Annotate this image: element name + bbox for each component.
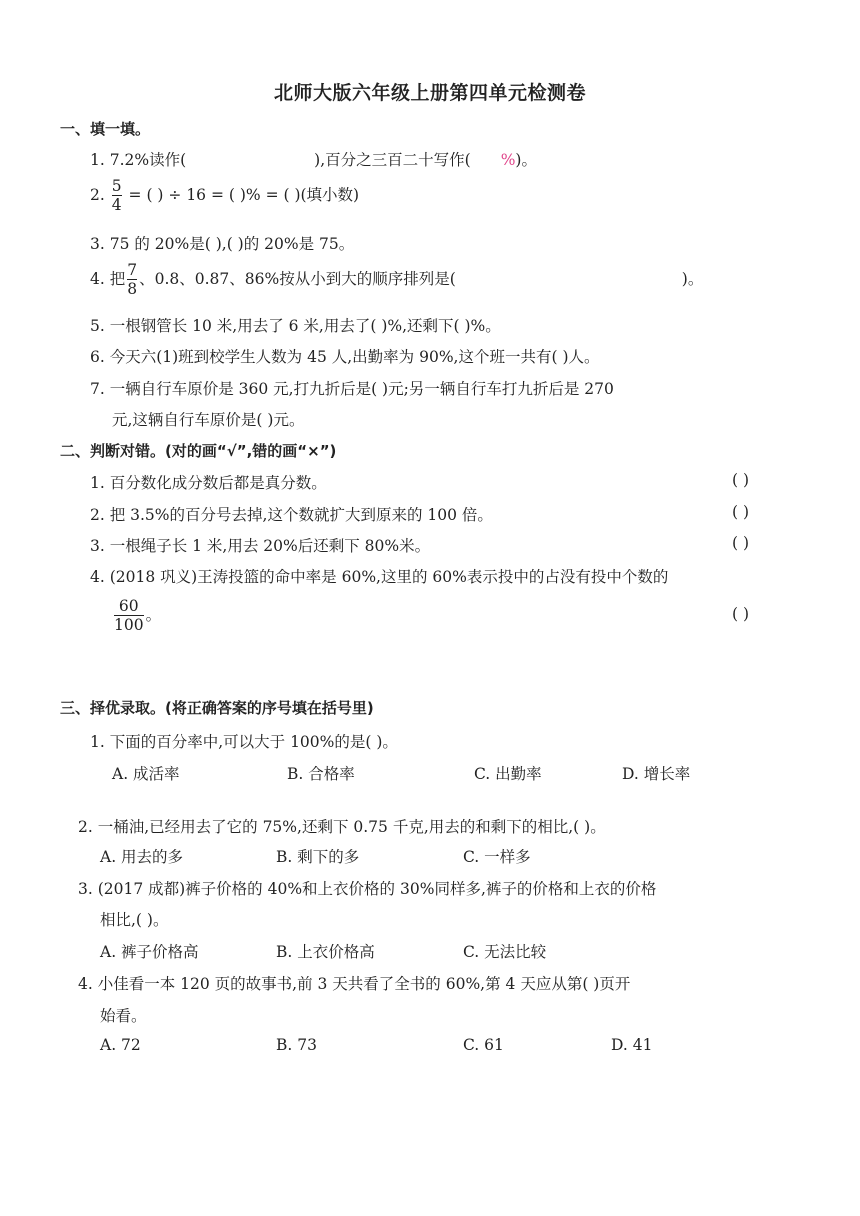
s2-q4-fraction	[114, 598, 144, 634]
s1-question-2	[90, 178, 359, 214]
s3-question-4-line-2: 始看。	[100, 1007, 147, 1025]
s2-item-3: 3. 一根绳子长 1 米,用去 20%后还剩下 80%米。	[90, 537, 431, 555]
s3-q4-option-c: C. 61	[463, 1036, 504, 1054]
s3-q4-option-a: A. 72	[100, 1036, 141, 1054]
s1-q1-percent-sign: %	[500, 151, 516, 169]
s1-q4-fraction	[127, 262, 137, 298]
s2-item-4-answer-paren: ( )	[732, 605, 750, 623]
s2-q4-frac-num: 60	[118, 597, 139, 615]
s3-question-3-line-2: 相比,( )。	[100, 911, 169, 929]
s3-q2-option-a: A. 用去的多	[100, 848, 184, 866]
s3-q1-option-c: C. 出勤率	[474, 765, 542, 783]
s3-q1-option-d: D. 增长率	[622, 765, 691, 783]
section-3-heading: 三、择优录取。(将正确答案的序号填在括号里)	[60, 699, 374, 717]
s2-item-4: 4. (2018 巩义)王涛投篮的命中率是 60%,这里的 60%表示投中的占没有投中个数的	[90, 568, 669, 586]
s3-q4-option-b: B. 73	[276, 1036, 317, 1054]
s1-q2-rest: = ( ) ÷ 16 = ( )% = ( )(填小数)	[128, 185, 360, 204]
s3-q3-option-c: C. 无法比较	[463, 943, 547, 961]
s1-q1-part-b: ),百分之三百二十写作(	[314, 151, 471, 169]
s1-q4-end: )。	[681, 269, 704, 288]
s3-q3-option-a: A. 裤子价格高	[100, 943, 199, 961]
s1-q1-part-a: 1. 7.2%读作(	[90, 151, 187, 169]
s3-question-4-line-1: 4. 小佳看一本 120 页的故事书,前 3 天共看了全书的 60%,第 4 天应从第( )页开	[78, 975, 631, 993]
s1-question-4	[90, 262, 703, 298]
s3-question-1: 1. 下面的百分率中,可以大于 100%的是( )。	[90, 733, 398, 751]
s1-q1-part-c: )。	[515, 151, 537, 169]
s3-q2-option-c: C. 一样多	[463, 848, 531, 866]
s3-question-2: 2. 一桶油,已经用去了它的 75%,还剩下 0.75 千克,用去的和剩下的相比,( )。	[78, 818, 606, 836]
page-title: 北师大版六年级上册第四单元检测卷	[273, 82, 586, 104]
s1-q4-frac-num: 7	[127, 261, 138, 279]
s3-q4-option-d: D. 41	[611, 1036, 653, 1054]
s3-question-3-line-1: 3. (2017 成都)裤子价格的 40%和上衣价格的 30%同样多,裤子的价格和上衣的价格	[78, 880, 657, 898]
s3-q1-option-b: B. 合格率	[287, 765, 355, 783]
s2-item-4-continuation	[112, 598, 161, 634]
s2-item-2-answer-paren: ( )	[732, 503, 750, 521]
s3-q3-option-b: B. 上衣价格高	[276, 943, 375, 961]
s1-question-6: 6. 今天六(1)班到校学生人数为 45 人,出勤率为 90%,这个班一共有( )人。	[90, 348, 600, 366]
s1-q4-pre: 4. 把	[90, 269, 126, 288]
s1-q4-mid: 、0.8、0.87、86%按从小到大的顺序排列是(	[139, 269, 456, 288]
section-1-heading: 一、填一填。	[60, 120, 151, 138]
s1-q2-fraction	[112, 178, 122, 214]
s1-question-1	[90, 148, 537, 170]
s1-question-7-line-1: 7. 一辆自行车原价是 360 元,打九折后是( )元;另一辆自行车打九折后是 270	[90, 380, 614, 398]
s2-q4-frac-den: 100	[114, 616, 144, 635]
s2-item-1-answer-paren: ( )	[732, 471, 750, 489]
s2-item-1: 1. 百分数化成分数后都是真分数。	[90, 474, 327, 492]
s2-item-3-answer-paren: ( )	[732, 534, 750, 552]
s2-q4-end: 。	[145, 605, 162, 624]
s3-q2-option-b: B. 剩下的多	[276, 848, 360, 866]
s1-q2-number: 2.	[90, 185, 105, 204]
s1-question-3: 3. 75 的 20%是( ),( )的 20%是 75。	[90, 235, 355, 253]
s2-item-2: 2. 把 3.5%的百分号去掉,这个数就扩大到原来的 100 倍。	[90, 506, 493, 524]
section-2-heading: 二、判断对错。(对的画“√”,错的画“×”)	[60, 442, 337, 460]
s1-q2-frac-den: 4	[111, 196, 122, 215]
s1-question-5: 5. 一根钢管长 10 米,用去了 6 米,用去了( )%,还剩下( )%。	[90, 317, 501, 335]
s1-q2-frac-num: 5	[111, 177, 122, 195]
s1-question-7-line-2: 元,这辆自行车原价是( )元。	[112, 411, 305, 429]
s3-q1-option-a: A. 成活率	[112, 765, 180, 783]
s1-q4-frac-den: 8	[127, 280, 138, 299]
